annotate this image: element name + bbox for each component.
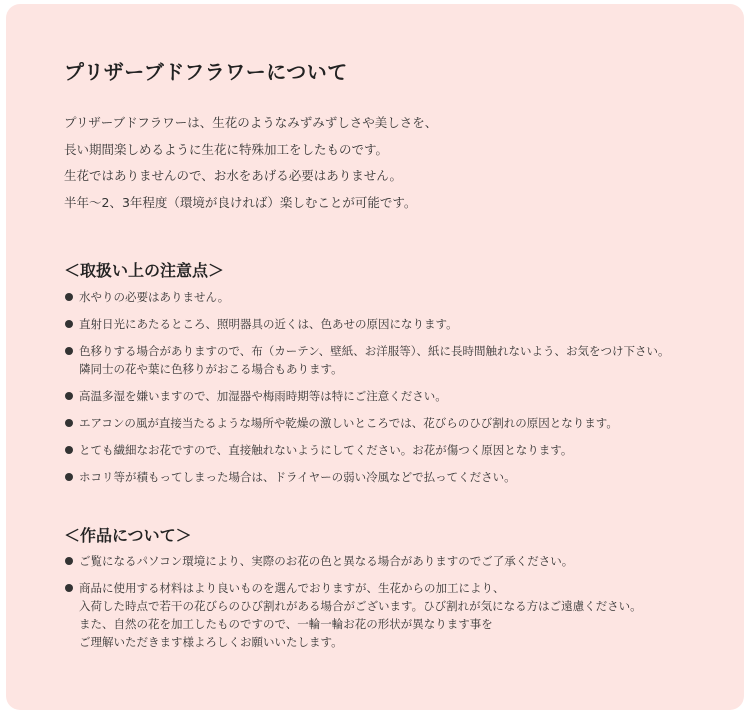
bullet-dot-icon (65, 320, 73, 328)
list-item (64, 468, 670, 486)
list-item-text: 直射日光にあたるところ、照明器具の近くは、色あせの原因になります。 (79, 317, 458, 331)
intro-line: 長い期間楽しめるように生花に特殊加工をしたものです。 (64, 141, 389, 157)
list-item (64, 342, 670, 378)
bullet-dot-icon (65, 347, 73, 355)
list-item (64, 288, 670, 306)
handling-heading: ＜取扱い上の注意点＞ (64, 261, 225, 280)
list-item (64, 441, 670, 459)
bullet-dot-icon (65, 473, 73, 481)
info-card (6, 4, 744, 710)
list-item-text-continued: 隣同士の花や葉に色移りがおこる場合もあります。 (79, 362, 343, 376)
list-item-text: エアコンの風が直接当たるような場所や乾燥の激しいところでは、花びらのひび割れの原因となります。 (79, 416, 618, 430)
list-item-text: 色移りする場合がありますので、布（カーテン、壁紙、お洋服等）、紙に長時間触れないよう、お気をつけ下さい。 (79, 344, 670, 358)
bullet-dot-icon (65, 392, 73, 400)
list-item-text: ご覧になるパソコン環境により、実際のお花の色と異なる場合がありますのでご了承ください。 (79, 554, 574, 568)
list-item-text: ホコリ等が積もってしまった場合は、ドライヤーの弱い冷風などで払ってください。 (79, 470, 516, 484)
intro-line: 半年〜2、3年程度（環境が良ければ）楽しむことが可能です。 (64, 194, 417, 210)
bullet-dot-icon (65, 293, 73, 301)
list-item-text-continued: また、自然の花を加工したものですので、一輪一輪お花の形状が異なります事を (79, 617, 493, 631)
list-item (64, 552, 642, 570)
intro-line: プリザーブドフラワーは、生花のようなみずみずしさや美しさを、 (64, 115, 438, 130)
list-item-text: とても繊細なお花ですので、直接触れないようにしてください。お花が傷つく原因となります。 (79, 443, 573, 457)
bullet-dot-icon (65, 584, 73, 592)
intro-paragraph (64, 110, 437, 216)
list-item (64, 387, 670, 405)
list-item-text-continued: 入荷した時点で若干の花びらのひび割れがある場合がございます。ひび割れが気になる方はご遠慮ください。 (79, 599, 642, 613)
bullet-dot-icon (65, 419, 73, 427)
list-item-text: 高温多湿を嫌いますので、加湿器や梅雨時期等は特にご注意ください。 (79, 389, 447, 403)
bullet-dot-icon (65, 446, 73, 454)
product-heading: ＜作品について＞ (64, 526, 192, 545)
product-list (64, 552, 642, 660)
list-item (64, 315, 670, 333)
list-item-text: 商品に使用する材料はより良いものを選んでおりますが、生花からの加工により、 (79, 581, 505, 595)
list-item-text-continued: ご理解いただきます様よろしくお願いいたします。 (79, 635, 343, 649)
list-item (64, 579, 642, 651)
bullet-dot-icon (65, 557, 73, 565)
list-item (64, 414, 670, 432)
intro-line: 生花ではありませんので、お水をあげる必要はありません。 (64, 168, 403, 183)
handling-list (64, 288, 670, 495)
page-title: プリザーブドフラワーについて (64, 60, 348, 84)
list-item-text: 水やりの必要はありません。 (79, 290, 230, 304)
